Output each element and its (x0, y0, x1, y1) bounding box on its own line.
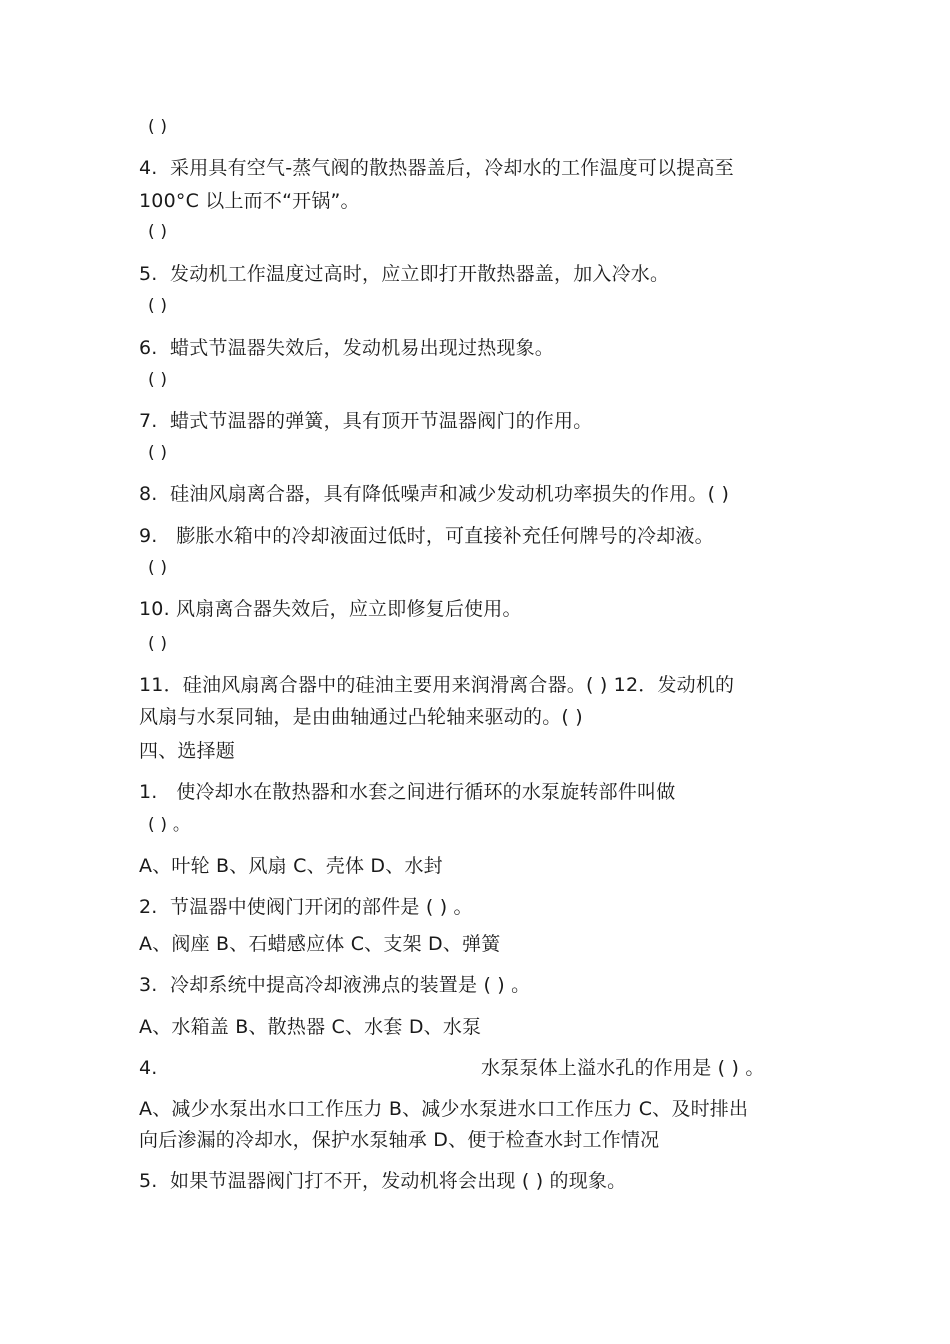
choice-question-2-options: A、阀座 B、石蜡感应体 C、支架 D、弹簧 (139, 933, 501, 955)
answer-blank: ( ) (148, 443, 168, 463)
question-6: 6. 蜡式节温器失效后，发动机易出现过热现象。 (139, 337, 555, 359)
choice-question-1: 1. 使冷却水在散热器和水套之间进行循环的水泵旋转部件叫做 (139, 781, 676, 803)
question-7: 7. 蜡式节温器的弹簧，具有顶开节温器阀门的作用。 (139, 410, 593, 432)
choice-question-3-options: A、水箱盖 B、散热器 C、水套 D、水泵 (139, 1016, 482, 1038)
choice-question-3: 3. 冷却系统中提高冷却液沸点的装置是 ( ) 。 (139, 974, 531, 996)
answer-blank: ( ) (148, 634, 168, 654)
question-11-12-line-1: 11．硅油风扇离合器中的硅油主要用来润滑离合器。( ) 12．发动机的 (139, 674, 735, 696)
section-heading: 四、选择题 (139, 740, 236, 762)
question-5: 5. 发动机工作温度过高时，应立即打开散热器盖，加入冷水。 (139, 263, 670, 285)
question-8: 8. 硅油风扇离合器，具有降低噪声和减少发动机功率损失的作用。( ) (139, 483, 730, 505)
question-4-line-2: 100°C 以上而不“开锅”。 (139, 190, 360, 212)
choice-question-1-options: A、叶轮 B、风扇 C、壳体 D、水封 (139, 855, 443, 877)
choice-question-4-text: 水泵泵体上溢水孔的作用是 ( ) 。 (481, 1057, 765, 1079)
choice-question-4-options-line-1: A、减少水泵出水口工作压力 B、减少水泵进水口工作压力 C、及时排出 (139, 1098, 749, 1120)
answer-blank: ( ) (148, 117, 168, 137)
answer-blank: ( ) (148, 370, 168, 390)
answer-blank: ( ) (148, 222, 168, 242)
choice-question-2: 2. 节温器中使阀门开闭的部件是 ( ) 。 (139, 896, 473, 918)
choice-question-4-number: 4. (139, 1057, 158, 1079)
answer-blank: ( ) (148, 558, 168, 578)
question-12-line-2: 风扇与水泵同轴，是由曲轴通过凸轮轴来驱动的。( ) (139, 706, 583, 728)
question-9: 9. 膨胀水箱中的冷却液面过低时，可直接补充任何牌号的冷却液。 (139, 525, 714, 547)
answer-blank: ( ) (148, 296, 168, 316)
question-10: 10. 风扇离合器失效后，应立即修复后使用。 (139, 598, 522, 620)
choice-question-1-blank: ( ) 。 (148, 815, 191, 835)
choice-question-5: 5. 如果节温器阀门打不开，发动机将会出现 ( ) 的现象。 (139, 1170, 627, 1192)
question-4-line-1: 4. 采用具有空气-蒸气阀的散热器盖后，冷却水的工作温度可以提高至 (139, 157, 734, 179)
choice-question-4-options-line-2: 向后渗漏的冷却水，保护水泵轴承 D、便于检查水封工作情况 (139, 1129, 660, 1151)
